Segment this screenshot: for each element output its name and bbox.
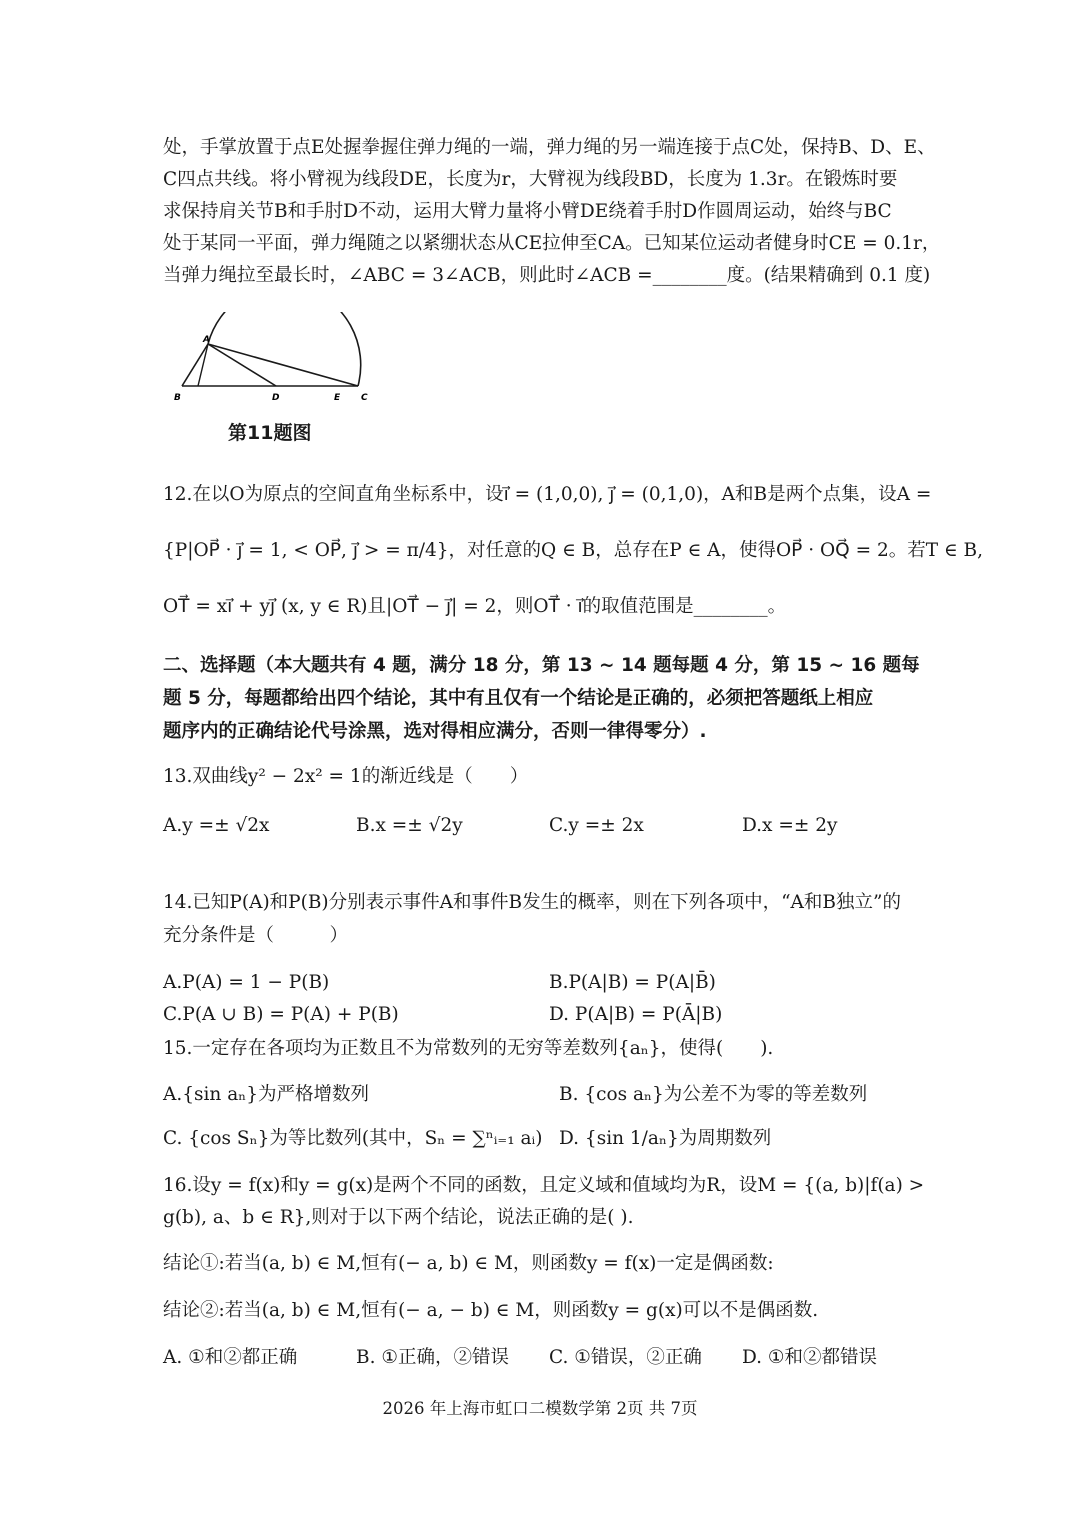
q16-option-a: A. ①和②都正确 [163,1347,298,1368]
q11-line-2: C四点共线。将小臂视为线段DE，长度为r，大臂视为线段BD，长度为 1.3r。在锻炼时要 [163,169,898,190]
label-d: D [272,393,280,403]
segment-ac [208,344,358,386]
q14-option-c: C.P(A ∪ B) = P(A) + P(B) [163,1004,399,1025]
label-b: B [174,393,181,403]
q14-line-2: 充分条件是（ ） [163,925,349,946]
q11-line-5: 当弹力绳拉至最长时，∠ABC = 3∠ACB，则此时∠ACB =________度。(结果精确到 0.1 度) [163,265,931,286]
q13-option-b: B.x =± √2y [356,815,463,836]
q12-line-1: 12.在以O为原点的空间直角坐标系中，设i⃗ = (1,0,0), j⃗ = (0,1,0)，A和B是两个点集，设A = [163,484,932,505]
q16-option-d: D. ①和②都错误 [742,1347,878,1368]
q11-figure [168,312,378,408]
semicircle-arc [208,312,361,386]
q13-option-a: A.y =± √2x [163,815,270,836]
q11-line-4: 处于某同一平面，弹力绳随之以紧绷状态从CE拉伸至CA。已知某位运动者健身时CE = 0.1r， [163,233,941,254]
q14-option-d: D. P(A|B) = P(Ā|B) [549,1004,723,1025]
q15-option-c: C. {cos Sₙ}为等比数列(其中，Sₙ = ∑ⁿᵢ₌₁ aᵢ) [163,1128,543,1149]
segment-ab [182,344,208,386]
q15-stem: 15.一定存在各项均为正数且不为常数列的无穷等差数列{aₙ}，使得( ). [163,1038,774,1059]
q14-option-b: B.P(A|B) = P(A|B̄) [549,972,716,993]
label-e: E [334,393,341,403]
q12-line-3: OT⃗ = xi⃗ + yj⃗ (x, y ∈ R)且|OT⃗ − j⃗| = 2，则OT⃗ · i⃗的取值范围是________。 [163,596,787,617]
q13-option-c: C.y =± 2x [549,815,644,836]
q16-line-1: 16.设y = f(x)和y = g(x)是两个不同的函数，且定义域和值域均为R，设M = {(a, b)|f(a) > [163,1175,925,1196]
q16-line-2: g(b), a、b ∈ R},则对于以下两个结论，说法正确的是( ). [163,1207,634,1228]
q16-option-c: C. ①错误，②正确 [549,1347,702,1368]
q11-line-3: 求保持肩关节B和手肘D不动，运用大臂力量将小臂DE绕着手肘D作圆周运动，始终与BC [163,201,892,222]
q11-line-1: 处，手掌放置于点E处握拳握住弹力绳的一端，弹力绳的另一端连接于点C处，保持B、D、E、 [163,137,936,158]
q14-line-1: 14.已知P(A)和P(B)分别表示事件A和事件B发生的概率，则在下列各项中，“A和B独立”的 [163,892,901,913]
q15-option-b: B. {cos aₙ}为公差不为零的等差数列 [559,1084,868,1105]
q15-option-d: D. {sin 1/aₙ}为周期数列 [559,1128,772,1149]
label-a: A [203,335,210,345]
label-c: C [361,393,368,403]
page-footer: 2026 年上海市虹口二模数学第 2页 共 7页 [382,1399,698,1418]
section-2-heading-line-2: 题 5 分，每题都给出四个结论，其中有且仅有一个结论是正确的，必须把答题纸上相应 [163,688,874,709]
q14-option-a: A.P(A) = 1 − P(B) [163,972,330,993]
figure-caption: 第11题图 [228,422,312,444]
section-2-heading-line-1: 二、选择题（本大题共有 4 题，满分 18 分，第 13 ~ 14 题每题 4 分，第 15 ~ 16 题每 [163,655,920,676]
q13-option-d: D.x =± 2y [742,815,838,836]
segment-a-left [198,344,208,386]
q12-line-2: {P|OP⃗ · j⃗ = 1, < OP⃗, j⃗ > = π/4}，对任意的Q ∈ B，总存在P ∈ A，使得OP⃗ · OQ⃗ = 2。若T ∈ B, [163,540,984,561]
q13-stem: 13.双曲线y² − 2x² = 1的渐近线是（ ） [163,766,529,787]
segment-ad [208,344,276,386]
section-2-heading-line-3: 题序内的正确结论代号涂黑，选对得相应满分，否则一律得零分）. [163,721,707,742]
q16-conclusion-2: 结论②:若当(a, b) ∈ M,恒有(− a, − b) ∈ M，则函数y = g(x)可以不是偶函数. [163,1300,819,1321]
q16-option-b: B. ①正确，②错误 [356,1347,509,1368]
q15-option-a: A.{sin aₙ}为严格增数列 [163,1084,370,1105]
q16-conclusion-1: 结论①:若当(a, b) ∈ M,恒有(− a, b) ∈ M，则函数y = f(x)一定是偶函数: [163,1253,774,1274]
